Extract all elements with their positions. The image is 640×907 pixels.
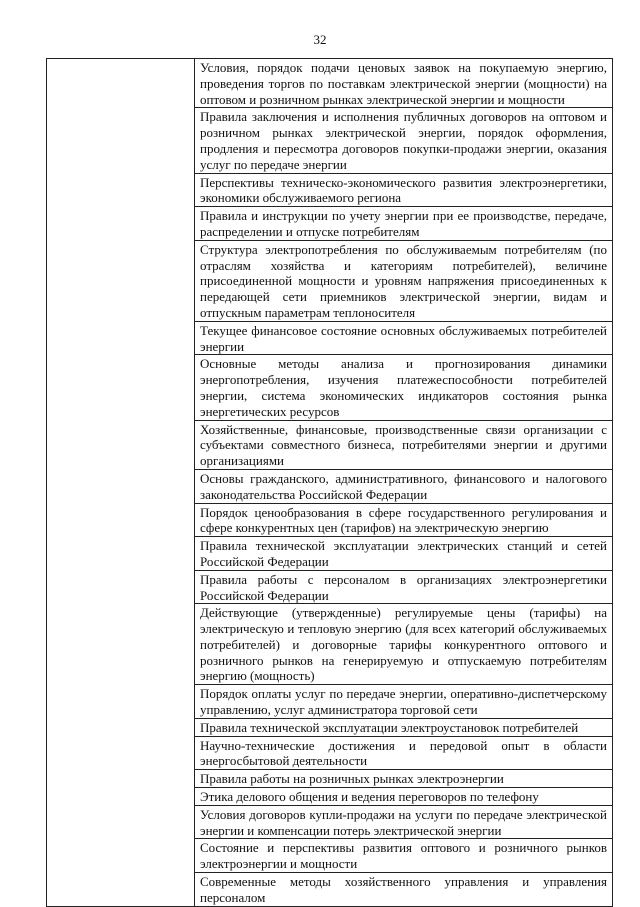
table-row <box>194 787 612 805</box>
table-cell: Правила работы с персоналом в организациях электроэнергетики Российской Федерации <box>200 571 607 603</box>
table-row <box>194 420 612 469</box>
table-row <box>194 603 612 684</box>
table-row <box>194 570 612 604</box>
table-cell: Структура электропотребления по обслуживаемым потребителям (по отраслям хозяйства и категориям потребителей), величине присоединенной мощности и уровням напряжения присоединенных к передающей сети приемников электрической энергии, видам и отпускным параметрам теплоносителя <box>200 241 607 320</box>
table-row <box>194 769 612 787</box>
table-row <box>194 321 612 355</box>
table-row <box>194 872 612 906</box>
table-row <box>194 354 612 419</box>
table-row <box>194 206 612 240</box>
table-cell: Условия договоров купли-продажи на услуги по передаче электрической энергии и компенсации потерь электрической энергии <box>200 806 607 838</box>
table-cell: Правила заключения и исполнения публичных договоров на оптовом и розничном рынках электрической энергии, порядок оформления, продления и пересмотра договоров покупки-продажи энергии, оказания услуг по передаче энергии <box>200 109 607 172</box>
table-cell: Порядок ценообразования в сфере государственного регулирования и сфере конкурентных цен (тарифов) на электрическую энергию <box>200 504 607 536</box>
table-cell: Этика делового общения и ведения переговоров по телефону <box>200 789 539 805</box>
table-row <box>194 503 612 537</box>
table-cell: Состояние и перспективы развития оптового и розничного рынков электроэнергии и мощности <box>200 840 607 872</box>
table-cell: Порядок оплаты услуг по передаче энергии, оперативно-диспетчерскому управлению, услуг администратора торговой сети <box>200 686 607 718</box>
table-cell: Основы гражданского, административного, финансового и налогового законодательства Российской Федерации <box>200 470 607 502</box>
table-cell: Правила и инструкции по учету энергии при ее производстве, передаче, распределении и отпуске потребителям <box>200 208 607 239</box>
table-cell: Современные методы хозяйственного управления и управления персоналом <box>200 874 607 905</box>
table-cell: Действующие (утвержденные) регулируемые цены (тарифы) на электрическую и тепловую энергию (для всех категорий обслуживаемых потребителей) и договорные тарифы конкурентного оптового и розничного рынков на генерируемую и отпускаемую потребителям энергию (мощность) <box>200 605 607 684</box>
page-number: 32 <box>313 32 327 47</box>
table-cell: Хозяйственные, финансовые, производственные связи организации с субъектами совместного бизнеса, потребителями энергии и другими организациями <box>200 421 607 469</box>
table-cell: Перспективы техническо-экономического развития электроэнергетики, экономики обслуживаемого региона <box>200 174 607 206</box>
table-cell: Правила работы на розничных рынках электроэнергии <box>200 771 504 787</box>
table-row <box>194 838 612 872</box>
table-row <box>194 107 612 172</box>
table-cell: Правила технической эксплуатации электрических станций и сетей Российской Федерации <box>200 538 607 569</box>
table-row <box>194 718 612 736</box>
table-cell: Правила технической эксплуатации электроустановок потребителей <box>200 719 579 735</box>
table-row <box>194 173 612 207</box>
table-row <box>194 805 612 839</box>
knowledge-requirements-table <box>46 58 613 907</box>
table-row <box>194 684 612 718</box>
table-row <box>194 59 612 107</box>
table-row <box>194 736 612 770</box>
table-cell: Условия, порядок подачи ценовых заявок на покупаемую энергию, проведения торгов по поставкам электрической энергии (мощности) на оптовом и розничном рынках электрической энергии и мощности <box>200 60 607 107</box>
table-row <box>194 536 612 570</box>
table-row <box>194 469 612 503</box>
table-cell: Основные методы анализа и прогнозирования динамики энергопотребления, изучения платежеспособности потребителей энергии, система экономических индикаторов состояния рынка энергетических ресурсов <box>200 356 607 419</box>
table-cell: Текущее финансовое состояние основных обслуживаемых потребителей энергии <box>200 322 607 354</box>
table-row <box>194 240 612 321</box>
table-cell: Научно-технические достижения и передовой опыт в области энергосбытовой деятельности <box>200 737 607 769</box>
